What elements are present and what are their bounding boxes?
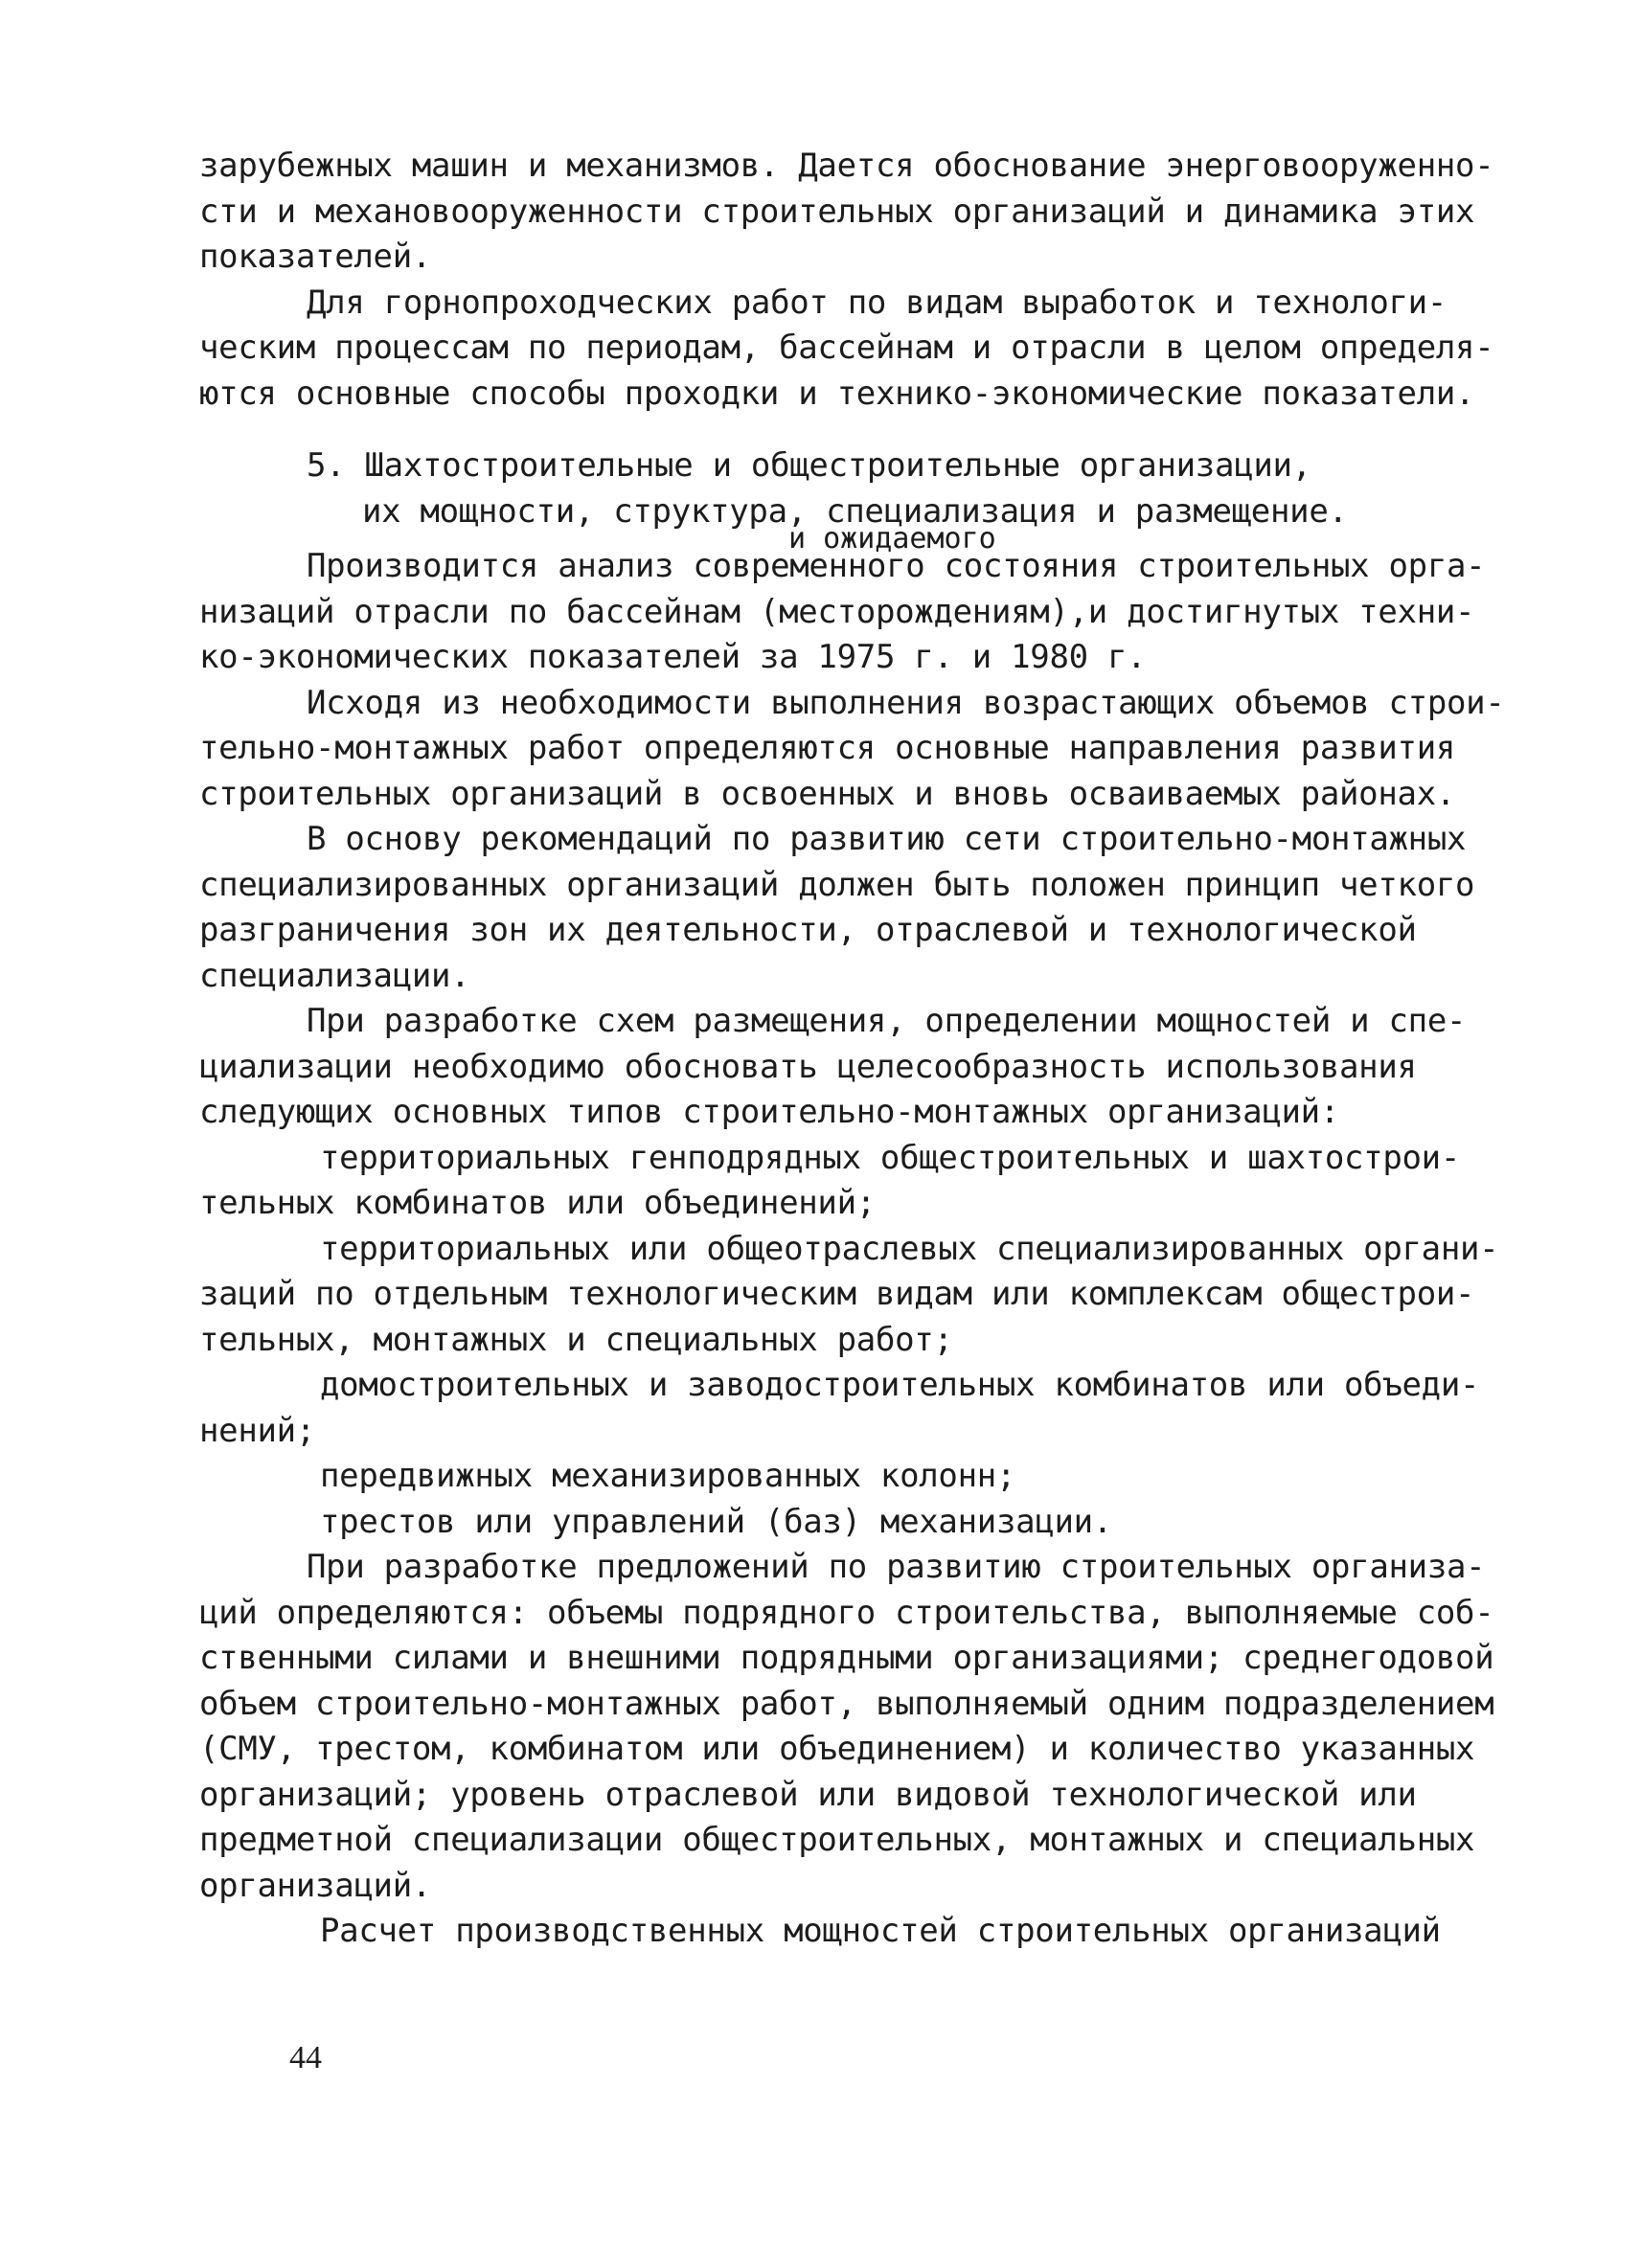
text-line: предметной специализации общестроительных, монтажных и специальных bbox=[199, 1821, 1475, 1859]
text-line: разграничения зон их деятельности, отраслевой и технологической bbox=[199, 911, 1417, 949]
paragraph-first-line: Для горнопроходческих работ по видам выработок и технологи- bbox=[307, 283, 1447, 322]
text-line: специализированных организаций должен быть положен принцип четкого bbox=[199, 865, 1475, 904]
paragraph-first-line: Исходя из необходимости выполнения возрастающих объемов строи- bbox=[307, 683, 1505, 722]
document-page bbox=[199, 144, 1505, 1955]
section-heading: 5. Шахтостроительные и общестроительные организации, bbox=[307, 446, 1311, 485]
text-line: тельно-монтажных работ определяются основные направления развития bbox=[199, 729, 1456, 767]
section-heading: их мощности, структура, специализация и размещение. bbox=[362, 491, 1348, 531]
text-line: зарубежных машин и механизмов. Дается обоснование энерговооруженно- bbox=[199, 147, 1494, 185]
text-line: тельных, монтажных и специальных работ; bbox=[199, 1320, 953, 1359]
text-line: ются основные способы проходки и технико-экономические показатели. bbox=[199, 374, 1475, 413]
page-number: 44 bbox=[289, 2040, 322, 2075]
text-line: сти и механовооруженности строительных организаций и динамика этих bbox=[199, 192, 1475, 231]
text-line: организаций. bbox=[199, 1866, 432, 1905]
paragraph-first-line: Расчет производственных мощностей строительных организаций bbox=[320, 1912, 1441, 1950]
paragraph-first-line: При разработке схем размещения, определении мощностей и спе- bbox=[307, 1002, 1467, 1040]
list-item: территориальных генподрядных общестроительных и шахтострои- bbox=[320, 1138, 1461, 1177]
list-item: трестов или управлений (баз) механизации. bbox=[320, 1502, 1112, 1541]
list-item: домостроительных и заводостроительных комбинатов или объеди- bbox=[320, 1366, 1480, 1404]
list-item: передвижных механизированных колонн; bbox=[320, 1457, 1016, 1495]
text-line: строительных организаций в освоенных и вновь осваиваемых районах. bbox=[199, 774, 1456, 813]
text-line: следующих основных типов строительно-монтажных организаций: bbox=[199, 1093, 1340, 1131]
text-line: ций определяются: объемы подрядного строительства, выполняемые соб- bbox=[199, 1593, 1494, 1632]
text-line: ственными силами и внешними подрядными организациями; среднегодовой bbox=[199, 1639, 1494, 1677]
list-item: территориальных или общеотраслевых специализированных органи- bbox=[320, 1229, 1499, 1268]
text-line: низаций отрасли по бассейнам (месторождениям),и достигнутых техни- bbox=[199, 592, 1475, 631]
text-line: нений; bbox=[199, 1411, 316, 1450]
paragraph-first-line: При разработке предложений по развитию строительных организа- bbox=[307, 1548, 1486, 1586]
text-line: ко-экономических показателей за 1975 г. и 1980 г. bbox=[199, 638, 1147, 676]
text-line: объем строительно-монтажных работ, выполняемый одним подразделением bbox=[199, 1684, 1494, 1723]
text-line: ческим процессам по периодам, бассейнам и отрасли в целом определя- bbox=[199, 329, 1494, 367]
handwritten-insertion: и ожидаемого bbox=[788, 522, 996, 556]
text-line: заций по отдельным технологическим видам или комплексам общестрои- bbox=[199, 1275, 1475, 1313]
text-line: (СМУ, трестом, комбинатом или объединением) и количество указанных bbox=[199, 1730, 1475, 1768]
paragraph-first-line: Производится анализ современного состояния строительных орга- bbox=[307, 547, 1486, 585]
text-line: специализации. bbox=[199, 956, 470, 995]
text-line: тельных комбинатов или объединений; bbox=[199, 1184, 876, 1222]
text-line: циализации необходимо обосновать целесообразность использования bbox=[199, 1047, 1417, 1086]
paragraph-first-line: В основу рекомендаций по развитию сети строительно-монтажных bbox=[307, 820, 1467, 858]
text-line: показателей. bbox=[199, 238, 432, 276]
text-line: организаций; уровень отраслевой или видовой технологической или bbox=[199, 1775, 1417, 1814]
